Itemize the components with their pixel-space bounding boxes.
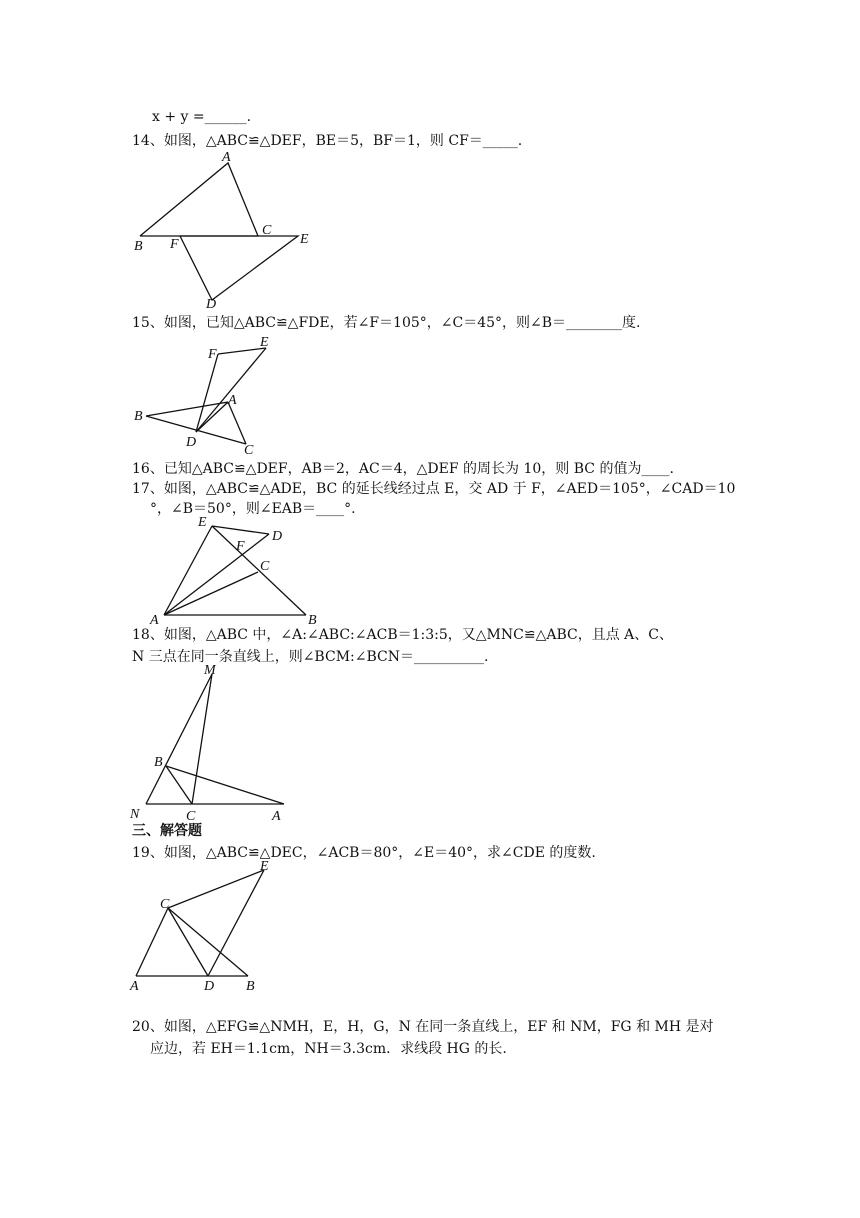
q19-figure bbox=[124, 858, 284, 993]
q17-text-line2: °，∠B＝50°，则∠EAB＝____°. bbox=[150, 501, 356, 517]
q20-text-line2: 应边，若 EH＝1.1cm，NH＝3.3cm．求线段 HG 的长. bbox=[150, 1041, 507, 1057]
fig15-label-e: E bbox=[260, 335, 269, 350]
q15-text: 15、如图，已知△ABC≌△FDE，若∠F＝105°，∠C＝45°，则∠B＝________度. bbox=[132, 315, 641, 331]
fig14-label-e: E bbox=[300, 232, 309, 247]
fig14-label-a: A bbox=[222, 150, 231, 165]
q14-text: 14、如图，△ABC≌△DEF，BE＝5，BF＝1，则 CF＝_____. bbox=[132, 133, 523, 149]
fig17-label-b: B bbox=[308, 613, 317, 627]
q14-figure bbox=[130, 148, 330, 308]
fig17-label-d: D bbox=[272, 529, 283, 544]
fig15-label-c: C bbox=[244, 443, 254, 458]
fig17-label-c: C bbox=[260, 559, 270, 574]
fig15-label-b: B bbox=[134, 409, 143, 424]
fig18-label-n: N bbox=[130, 807, 140, 822]
fig18-label-m: M bbox=[204, 663, 216, 678]
q13-answer-line: x + y =______. bbox=[152, 109, 252, 125]
fig18-label-b: B bbox=[154, 755, 163, 770]
fig17-label-e: E bbox=[198, 515, 207, 530]
q20-text-line1: 20、如图，△EFG≌△NMH，E，H，G，N 在同一条直线上，EF 和 NM，FG 和 MH 是对 bbox=[132, 1019, 714, 1035]
fig18-label-a: A bbox=[272, 809, 281, 822]
q16-text: 16、已知△ABC≌△DEF，AB＝2，AC＝4，△DEF 的周长为 10，则 BC 的值为____. bbox=[132, 461, 674, 477]
fig19-label-b: B bbox=[246, 979, 255, 993]
q17-figure bbox=[146, 512, 346, 627]
fig15-label-d: D bbox=[186, 435, 197, 450]
q18-text-line1: 18、如图，△ABC 中，∠A:∠ABC:∠ACB＝1:3:5，又△MNC≌△ABC，且点 A、C、 bbox=[132, 627, 673, 643]
fig14-label-f: F bbox=[170, 237, 179, 252]
fig14-label-c: C bbox=[262, 223, 272, 238]
q19-text: 19、如图，△ABC≌△DEC，∠ACB＝80°，∠E＝40°，求∠CDE 的度数. bbox=[132, 845, 596, 861]
fig17-label-a: A bbox=[150, 613, 159, 627]
q15-figure bbox=[128, 334, 288, 459]
fig18-label-c: C bbox=[186, 809, 196, 822]
q18-text-line2: N 三点在同一条直线上，则∠BCM:∠BCN＝__________. bbox=[132, 649, 489, 665]
fig14-label-d: D bbox=[206, 297, 217, 308]
fig15-label-f: F bbox=[208, 347, 217, 362]
fig17-label-f: F bbox=[236, 539, 245, 554]
fig19-label-e: E bbox=[260, 859, 269, 874]
q17-text-line1: 17、如图，△ABC≌△ADE，BC 的延长线经过点 E，交 AD 于 F，∠AED＝105°，∠CAD＝10 bbox=[132, 481, 736, 497]
section-3-heading: 三、解答题 bbox=[132, 823, 202, 839]
fig19-label-c: C bbox=[160, 897, 170, 912]
fig14-label-b: B bbox=[134, 239, 143, 254]
fig19-label-a: A bbox=[130, 979, 139, 993]
q18-figure bbox=[124, 660, 294, 822]
fig15-label-a: A bbox=[228, 393, 237, 408]
fig19-label-d: D bbox=[204, 979, 215, 993]
